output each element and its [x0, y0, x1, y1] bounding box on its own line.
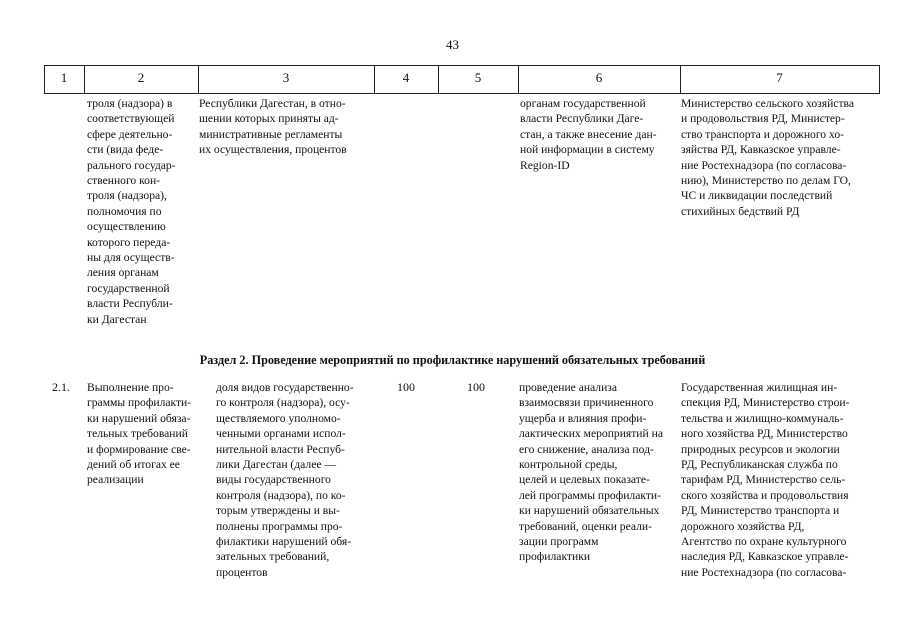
column-header-7: 7 — [776, 70, 783, 85]
table-header-top-border — [44, 65, 880, 66]
column-header-5: 5 — [474, 70, 482, 85]
row-number: 2.1. — [52, 380, 70, 394]
column-header-4: 4 — [402, 70, 410, 85]
section-title: Раздел 2. Проведение мероприятий по профилактике нарушений обязательных требований — [199, 353, 706, 367]
row-2-1-col3: доля видов государственно- го контроля (надзора), осу- ществляемого уполномо- ченными органами испол- нительной власти Респуб- лики Дагестан (далее — виды государственного контроля (надзора), по ко- торым утверждены и вы- полнены программы про- филактики нарушений обя- зательных требований, процентов — [216, 381, 354, 579]
table-header-divider — [879, 65, 880, 93]
row-2-1-col7: Государственная жилищная ин- спекция РД, Министерство строи- тельства и жилищно-коммуналь- ного хозяйства РД, Министерство природных ресурсов и экологии РД, Республиканская служба по тарифам РД, Министерство сель- ского хозяйства и продовольствия РД, Министерство транспорта и дорожного хозяйства РД, Агентство по охране культурного наследия РД, Кавказское управле- ние Ростехнадзора (по согласова- — [681, 381, 850, 579]
continued-row-col3: Республики Дагестан, в отно- шении которых приняты ад- министративные регламенты их осуществления, процентов — [199, 97, 347, 157]
row-2-1-col2: Выполнение про- граммы профилакти- ки нарушений обяза- тельных требований и формирование све- дений об итогах ее реализации — [87, 381, 192, 487]
row-2-1-target-value: 100 — [467, 380, 485, 394]
continued-row-col6: органам государственной власти Республики Даге- стан, а также внесение дан- ной информации в систему Region-ID — [520, 97, 657, 172]
column-header-2: 2 — [137, 70, 145, 85]
continued-row-col2: троля (надзора) в соответствующей сфере деятельно- сти (вида феде- рального государ- ственного кон- троля (надзора), полномочия по осуществлению которого переда- ны для осуществ- ления органам государственной власти Республи- ки Дагестан — [87, 97, 176, 326]
column-header-3: 3 — [282, 70, 290, 85]
row-2-1-base-value: 100 — [397, 380, 415, 394]
table-header-bottom-border — [44, 93, 880, 94]
column-header-1: 1 — [60, 70, 68, 85]
page-number: 43 — [446, 37, 459, 52]
continued-row-col7: Министерство сельского хозяйства и продовольствия РД, Министер- ство транспорта и дорожного хо- зяйства РД, Кавказское управле- ние Ростехнадзора (по согласова- нию), Министерство по делам ГО, ЧС и ликвидации последствий стихийных бедствий РД — [681, 97, 854, 218]
column-header-6: 6 — [595, 70, 603, 85]
row-2-1-col6: проведение анализа взаимосвязи причиненного ущерба и влияния профи- лактических мероприятий на его снижение, анализа под- контрольной среды, целей и целевых показате- лей программы профилакти- ки нарушений обязательных требований, оценки реали- зации программ профилактики — [519, 381, 663, 564]
